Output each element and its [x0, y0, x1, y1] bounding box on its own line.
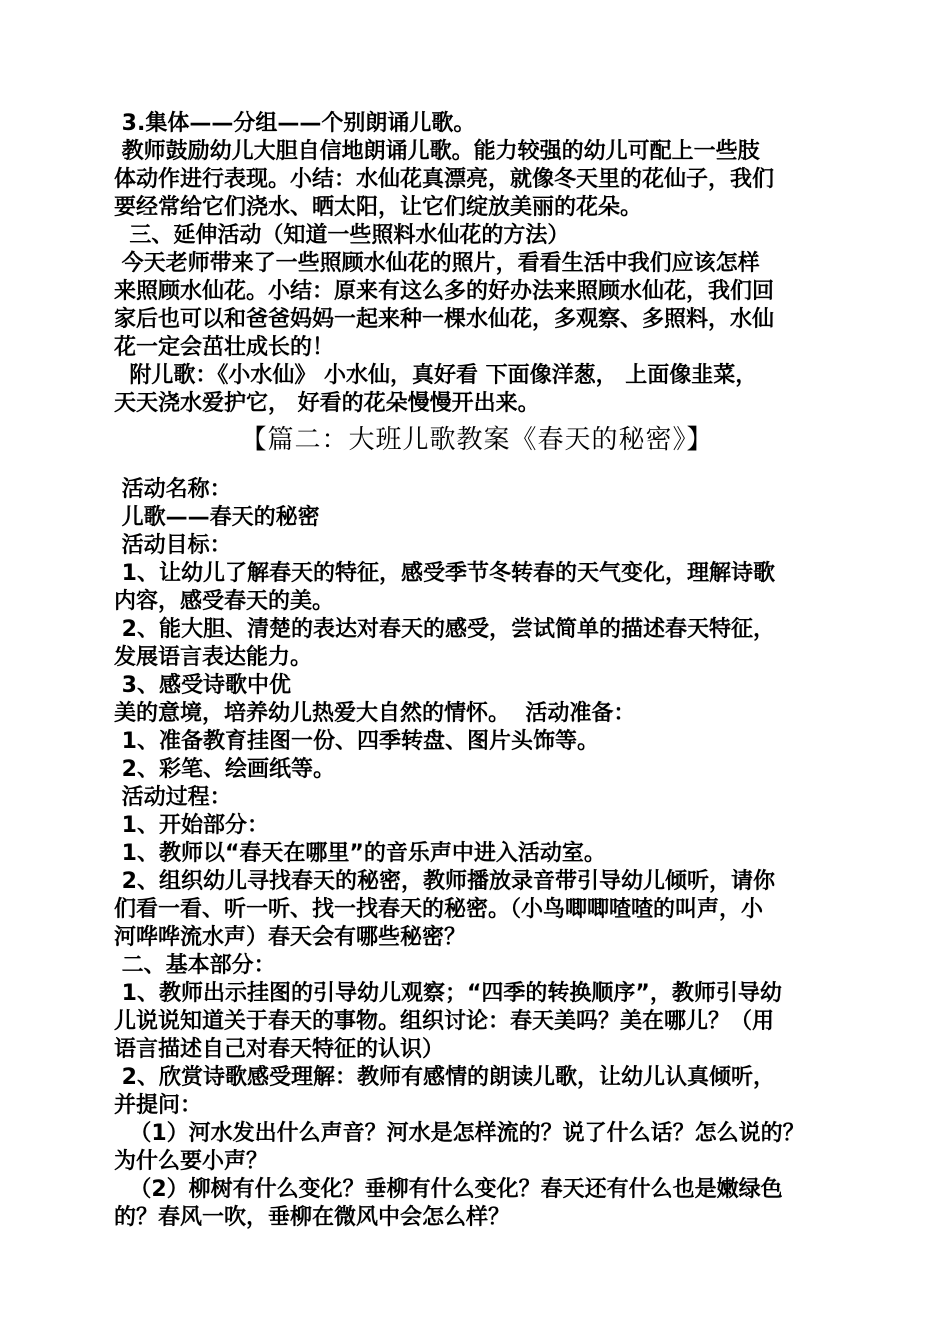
text-line: 三、延伸活动（知道一些照料水仙花的方法） [114, 223, 570, 248]
text-line: 内容，感受春天的美。 [114, 589, 335, 614]
text-line: 3.集体——分组——个别朗诵儿歌。 [114, 111, 476, 136]
text-line: （2）柳树有什么变化？垂柳有什么变化？春天还有什么也是嫩绿色 [114, 1177, 783, 1202]
text-line: 家后也可以和爸爸妈妈一起来种一棵水仙花，多观察、多照料，水仙 [114, 307, 775, 332]
text-line: 3、感受诗歌中优 [114, 673, 291, 698]
text-line: 1、开始部分： [114, 813, 269, 838]
text-line: 2、组织幼儿寻找春天的秘密，教师播放录音带引导幼儿倾听，请你 [114, 869, 775, 894]
text-line: 体动作进行表现。小结：水仙花真漂亮，就像冬天里的花仙子，我们 [114, 167, 775, 192]
text-line: 河哗哗流水声）春天会有哪些秘密？ [114, 925, 467, 950]
text-line: 为什么要小声？ [114, 1149, 269, 1174]
document-page [114, 110, 840, 1232]
text-line: 发展语言表达能力。 [114, 645, 313, 670]
section-title: 【篇二：大班儿歌教案《春天的秘密》】 [240, 425, 714, 455]
text-line: 天天浇水爱护它， 好看的花朵慢慢开出来。 [114, 391, 540, 416]
text-line: 今天老师带来了一些照顾水仙花的照片，看看生活中我们应该怎样 [114, 251, 760, 276]
text-line: 活动过程： [114, 785, 232, 810]
text-line: 活动目标： [114, 533, 232, 558]
document-section-2 [114, 476, 840, 1232]
text-line: 2、彩笔、绘画纸等。 [114, 757, 335, 782]
text-line: 语言描述自己对春天特征的认识） [114, 1037, 445, 1062]
text-line: 二、基本部分： [114, 953, 276, 978]
text-line: 1、教师以“春天在哪里”的音乐声中进入活动室。 [114, 841, 606, 866]
text-line: 美的意境，培养幼儿热爱大自然的情怀。 活动准备： [114, 701, 636, 726]
text-line: 1、让幼儿了解春天的特征，感受季节冬转春的天气变化，理解诗歌 [114, 561, 775, 586]
document-section-1 [114, 110, 840, 418]
text-line: 1、准备教育挂图一份、四季转盘、图片头饰等。 [114, 729, 599, 754]
text-line: 儿歌——春天的秘密 [114, 505, 320, 530]
text-line: 要经常给它们浇水、晒太阳，让它们绽放美丽的花朵。 [114, 195, 643, 220]
text-line: 并提问： [114, 1093, 203, 1118]
text-line: 1、教师出示挂图的引导幼儿观察；“四季的转换顺序”，教师引导幼 [114, 981, 782, 1006]
text-line: 来照顾水仙花。小结：原来有这么多的好办法来照顾水仙花，我们回 [114, 279, 775, 304]
text-line: 2、欣赏诗歌感受理解：教师有感情的朗读儿歌，让幼儿认真倾听， [114, 1065, 775, 1090]
text-line: 们看一看、听一听、找一找春天的秘密。（小鸟唧唧喳喳的叫声，小 [114, 897, 764, 922]
text-line: 花一定会茁壮成长的！ [114, 335, 335, 360]
text-line: 活动名称： [114, 477, 232, 502]
text-line: 教师鼓励幼儿大胆自信地朗诵儿歌。能力较强的幼儿可配上一些肢 [114, 139, 760, 164]
text-line: 的？春风一吹，垂柳在微风中会怎么样？ [114, 1205, 511, 1230]
text-line: 2、能大胆、清楚的表达对春天的感受，尝试简单的描述春天特征， [114, 617, 775, 642]
text-line: 附儿歌：《小水仙》 小水仙，真好看 下面像洋葱， 上面像韭菜， [114, 363, 758, 388]
text-line: （1）河水发出什么声音？河水是怎样流的？说了什么话？怎么说的？ [114, 1121, 805, 1146]
text-line: 儿说说知道关于春天的事物。组织讨论：春天美吗？美在哪儿？（用 [114, 1009, 775, 1034]
